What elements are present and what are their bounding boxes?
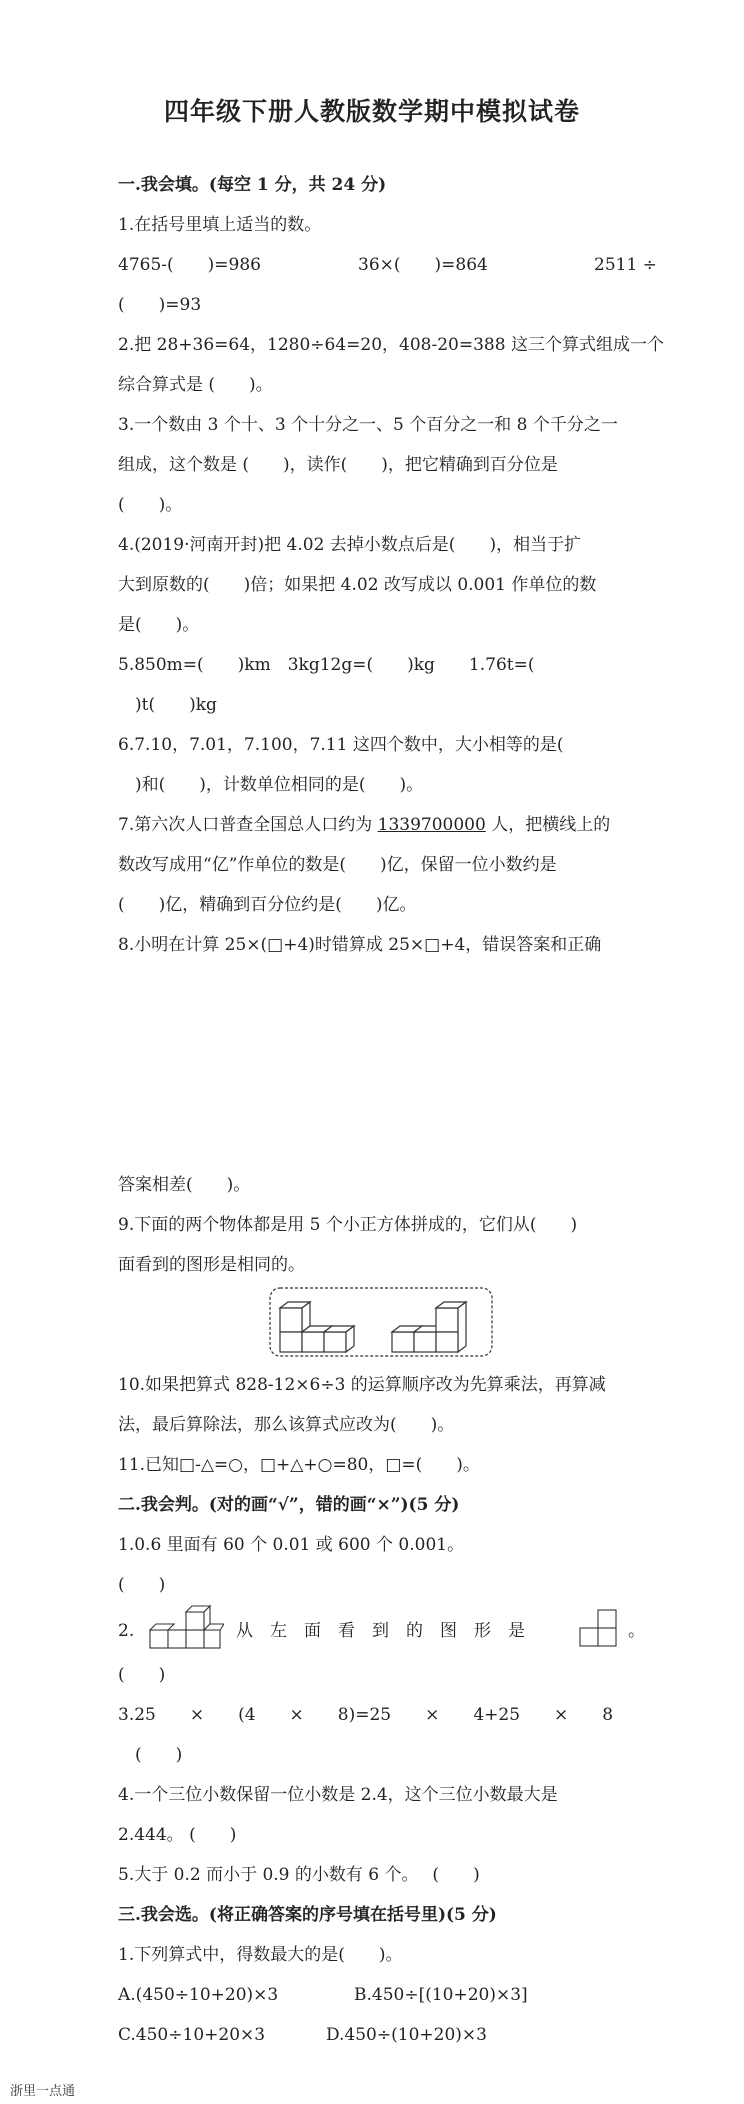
q1-7-text — [118, 814, 610, 836]
q1-1-blank-a: 4765-( )=986 — [118, 255, 261, 275]
section-2-header: 二.我会判。(对的画“√”，错的画“×”)(5 分) — [118, 1495, 460, 1515]
q3-1-text: 1.下列算式中，得数最大的是( )。 — [118, 1945, 403, 1965]
q2-1-answer: ( ) — [118, 1575, 166, 1595]
cube-figure — [268, 1286, 494, 1358]
q1-3-text-cont: 组成，这个数是 ( )，读作( )，把它精确到百分位是 — [118, 455, 558, 475]
q2-3-answer: ( ) — [118, 1745, 183, 1765]
q1-7-text-end: ( )亿，精确到百分位约是( )亿。 — [118, 895, 417, 915]
page-title: 四年级下册人教版数学期中模拟试卷 — [163, 97, 580, 126]
q2-2-number: 2. — [118, 1621, 135, 1641]
q2-4-text: 4.一个三位小数保留一位小数是 2.4，这个三位小数最大是 — [118, 1785, 558, 1805]
q1-1-blank-c: 2511 ÷ — [594, 255, 657, 275]
q1-7-post: 人，把横线上的 — [485, 815, 611, 835]
q2-2-cube-figure — [148, 1604, 224, 1652]
q1-1-text: 1.在括号里填上适当的数。 — [118, 215, 322, 235]
q1-10-text-cont: 法，最后算除法，那么该算式应改为( )。 — [118, 1415, 455, 1435]
q2-2-end: 。 — [628, 1621, 645, 1641]
q1-1-blank-b: 36×( )=864 — [358, 255, 488, 275]
q1-7-underlined-number: 1339700000 — [377, 815, 486, 835]
q1-6-text-cont: )和( )，计数单位相同的是( )。 — [118, 775, 424, 795]
q1-10-text: 10.如果把算式 828-12×6÷3 的运算顺序改为先算乘法，再算减 — [118, 1375, 606, 1395]
q1-6-text: 6.7.10，7.01，7.100，7.11 这四个数中，大小相等的是( — [118, 735, 564, 755]
q1-7-text-cont: 数改写成用“亿”作单位的数是( )亿，保留一位小数约是 — [118, 855, 557, 875]
q1-9-text: 9.下面的两个物体都是用 5 个小正方体拼成的，它们从( ) — [118, 1215, 578, 1235]
q2-1-text: 1.0.6 里面有 60 个 0.01 或 600 个 0.001。 — [118, 1535, 465, 1555]
q1-4-text-end: 是( )。 — [118, 615, 200, 635]
q2-2-answer: ( ) — [118, 1665, 166, 1685]
q1-2-text-cont: 综合算式是 ( )。 — [118, 375, 273, 395]
q1-9-text-cont: 面看到的图形是相同的。 — [118, 1255, 305, 1275]
q2-5-text: 5.大于 0.2 而小于 0.9 的小数有 6 个。 ( ) — [118, 1865, 480, 1885]
q1-1-blank-c-cont: ( )=93 — [118, 295, 202, 315]
q1-11-text: 11.已知□-△=○，□+△+○=80，□=( )。 — [118, 1455, 480, 1475]
q1-2-text: 2.把 28+36=64，1280÷64=20，408-20=388 这三个算式组成一个 — [118, 335, 664, 355]
q1-4-text-cont: 大到原数的( )倍；如果把 4.02 改写成以 0.001 作单位的数 — [118, 575, 597, 595]
q1-8-text: 8.小明在计算 25×(□+4)时错算成 25×□+4，错误答案和正确 — [118, 935, 602, 955]
q1-3-text: 3.一个数由 3 个十、3 个十分之一、5 个百分之一和 8 个千分之一 — [118, 415, 618, 435]
q1-5-text: 5.850m=( )km 3kg12g=( )kg 1.76t=( — [118, 655, 535, 675]
q3-1-option-c: C.450÷10+20×3 — [118, 2025, 266, 2045]
q1-4-text: 4.(2019·河南开封)把 4.02 去掉小数点后是( )，相当于扩 — [118, 535, 582, 555]
q2-4-text-cont: 2.444。 ( ) — [118, 1825, 237, 1845]
q1-7-pre: 7.第六次人口普查全国总人口约为 — [118, 815, 378, 835]
q1-3-text-end: ( )。 — [118, 495, 183, 515]
q1-8-text-cont: 答案相差( )。 — [118, 1175, 251, 1195]
footer-watermark: 浙里一点通 — [10, 2084, 76, 2099]
q2-2-view-figure — [578, 1608, 618, 1648]
section-3-header: 三.我会选。(将正确答案的序号填在括号里)(5 分) — [118, 1905, 497, 1925]
q2-2-text: 从 左 面 看 到 的 图 形 是 — [236, 1621, 525, 1641]
q2-3-text: 3.25 × (4 × 8)=25 × 4+25 × 8 — [118, 1705, 614, 1725]
q3-1-option-a: A.(450÷10+20)×3 — [118, 1985, 279, 2005]
q3-1-option-d: D.450÷(10+20)×3 — [326, 2025, 487, 2045]
q3-1-option-b: B.450÷[(10+20)×3] — [354, 1985, 528, 2005]
q1-5-text-cont: )t( )kg — [118, 695, 217, 715]
section-1-header: 一.我会填。(每空 1 分，共 24 分) — [118, 175, 387, 195]
